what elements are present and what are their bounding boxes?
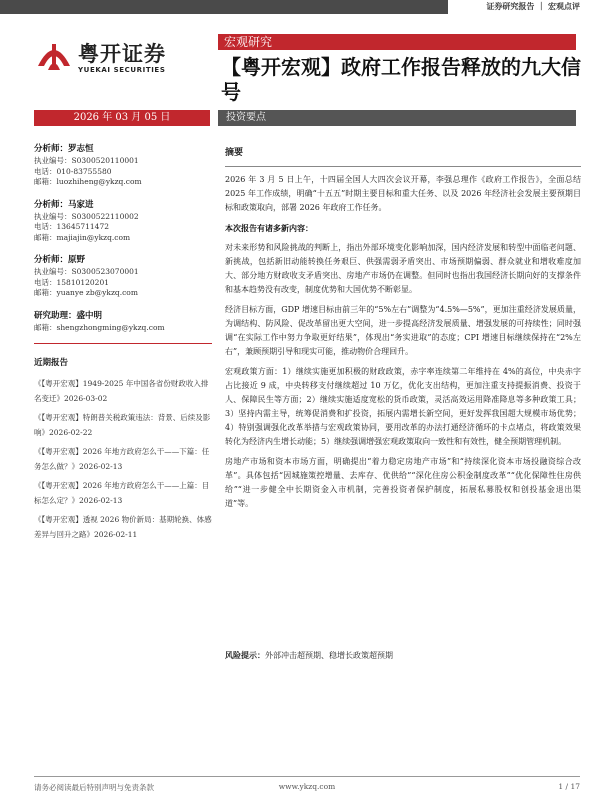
assistant-email[interactable]: 邮箱：shengzhongming@ykzq.com — [34, 322, 165, 332]
analyst-phone: 电话：15810120201 — [34, 277, 109, 287]
top-bar-gray-band — [0, 0, 448, 14]
paragraph-economic-targets: 经济目标方面，GDP 增速目标由前三年的“5%左右”调整为“4.5%—5%”，更加注重经济发展质量，为调结构、防风险、促改革留出更大空间，进一步提高经济发展质量、增强发展的可持续性；同时强调“在实际工作中努力争取更好结果”，体现出“务实进取”的态度；CPI 增速目标继续保持在“2%左右”，兼顾预期引导和现实可能，推动物价合理回升。 — [225, 305, 581, 356]
analyst-email[interactable]: 邮箱：yuanye zb@ykzq.com — [34, 288, 138, 297]
recent-report-link[interactable]: 《【粤开宏观】2026 年地方政府怎么干——下篇：任务怎么做？》2026-02-13 — [34, 447, 210, 471]
research-assistant-card — [34, 309, 212, 334]
analyst-name: 分析师：原野 — [34, 255, 86, 265]
analyst-license: 执业编号：S0300523070001 — [34, 267, 139, 276]
recent-report-link[interactable]: 《【粤开宏观】透视 2026 物价新局：基期轮换、体感差异与回升之路》2026-02-11 — [34, 515, 212, 539]
analyst-card — [34, 198, 212, 244]
sidebar-divider — [34, 343, 212, 344]
website-link[interactable]: www.ykzq.com — [278, 782, 336, 791]
recent-report-link[interactable]: 《【粤开宏观】2026 年地方政府怎么干——上篇：目标怎么定？》2026-02-13 — [34, 481, 210, 505]
page-footer — [34, 776, 580, 792]
recent-reports-title: 近期报告 — [34, 358, 69, 368]
company-logo — [34, 36, 209, 76]
analyst-email[interactable]: 邮箱：majiajin@ykzq.com — [34, 232, 131, 242]
report-type-label: 证券研究报告 ｜ 宏观点评 — [486, 2, 580, 11]
summary-rule — [225, 166, 581, 167]
report-date: 2026 年 03 月 05 日 — [34, 110, 210, 126]
disclaimer-link[interactable]: 请务必阅读最后特别声明与免责条款 — [34, 783, 154, 792]
paragraph-property-capital-markets: 房地产市场和资本市场方面，明确提出“着力稳定房地产市场”和“持续深化资本市场投融资综合改革”。具体包括“因城施策控增量、去库存、优供给”“深化住房公积金制度改革”“优化保障性住房供给”“进一步健全中长期资金入市机制，完善投资者保护制度，拓展私募股权和创投基金退出渠道”等。 — [225, 457, 581, 508]
analyst-email[interactable]: 邮箱：luozhiheng@ykzq.com — [34, 177, 142, 186]
section-tag: 宏观研究 — [218, 34, 576, 50]
recent-report-link[interactable]: 《【粤开宏观】特朗普关税政策违法：背景、后续及影响》2026-02-22 — [34, 413, 211, 437]
analyst-name: 分析师：马家进 — [34, 199, 94, 210]
intro-line: 本次报告有诸多新内容： — [225, 223, 313, 233]
analyst-phone: 电话：010-83755580 — [34, 166, 112, 176]
sidebar — [34, 142, 212, 546]
risk-label: 风险提示： — [225, 650, 265, 660]
analyst-license: 执业编号：S0300522110002 — [34, 211, 139, 221]
paragraph-macro-policy: 宏观政策方面：1）继续实施更加积极的财政政策，赤字率连续第二年维持在 4%的高位，中央赤字占比接近 9 成，中央转移支付继续超过 10 万亿，优化支出结构，更加注重支持提振消费、投资于人、保障民生等方面；2）继续实施适度宽松的货币政策，灵活高效运用降准降息等多种政策工具；3）坚持内需主导，统筹促消费和扩投资，拓展内需增长新空间，更好发挥我国超大规模市场优势；4）特别强调强化改革举措与宏观政策协同，要用改革的办法打通经济循环的卡点堵点，将政策效果转化为经济内生增长动能；5）继续强调增强宏观政策取向一致性和有效性，健全预期管理机制。 — [225, 367, 581, 446]
recent-report-link[interactable]: 《【粤开宏观】1949-2025 年中国各省份财政收入排名变迁》2026-03-02 — [34, 379, 209, 403]
assistant-name: 研究助理：盛中明 — [34, 310, 103, 321]
analyst-card — [34, 142, 212, 188]
page-number: 1 / 17 — [558, 782, 580, 791]
brand-name-cn: 粤开证券 — [78, 42, 166, 66]
report-title: 【粤开宏观】政府工作报告释放的九大信号 — [221, 55, 581, 104]
paragraph-risk-judgement: 对未来形势和风险挑战的判断上，指出外部环境变化影响加深，国内经济发展和转型中面临老问题、新挑战，包括新旧动能转换任务艰巨、供强需弱矛盾突出、市场预期偏弱、群众就业和增收难度加大、部分地方财政收支矛盾突出、房地产市场仍在调整。但同时也指出我国经济长期向好的支撑条件和基本趋势没有改变，制度优势和大国优势不断彰显。 — [225, 243, 581, 294]
analyst-phone: 电话：13645711472 — [34, 222, 109, 231]
brand-name-en: YUEKAI SECURITIES — [78, 66, 166, 74]
analyst-license: 执业编号：S0300520110001 — [34, 156, 139, 165]
summary-paragraph: 2026 年 3 月 5 日上午，十四届全国人大四次会议开幕，李强总理作《政府工作报告》，全面总结 2025 年工作成绩，明确“十五五”时期主要目标和重大任务、以及 2026 年经济社会发展主要预期目标和政策取向，部署 2026 年政府工作任务。 — [225, 175, 581, 212]
summary-heading: 摘要 — [225, 148, 244, 158]
risk-text: 外部冲击超预期、稳增长政策超预期 — [265, 651, 393, 660]
investment-points-header: 投资要点 — [218, 110, 576, 126]
risk-warning — [225, 650, 581, 661]
top-bar — [0, 0, 600, 14]
analyst-card — [34, 253, 212, 299]
logo-emblem-icon — [34, 36, 74, 76]
main-content — [225, 146, 581, 517]
analyst-name: 分析师：罗志恒 — [34, 144, 94, 154]
